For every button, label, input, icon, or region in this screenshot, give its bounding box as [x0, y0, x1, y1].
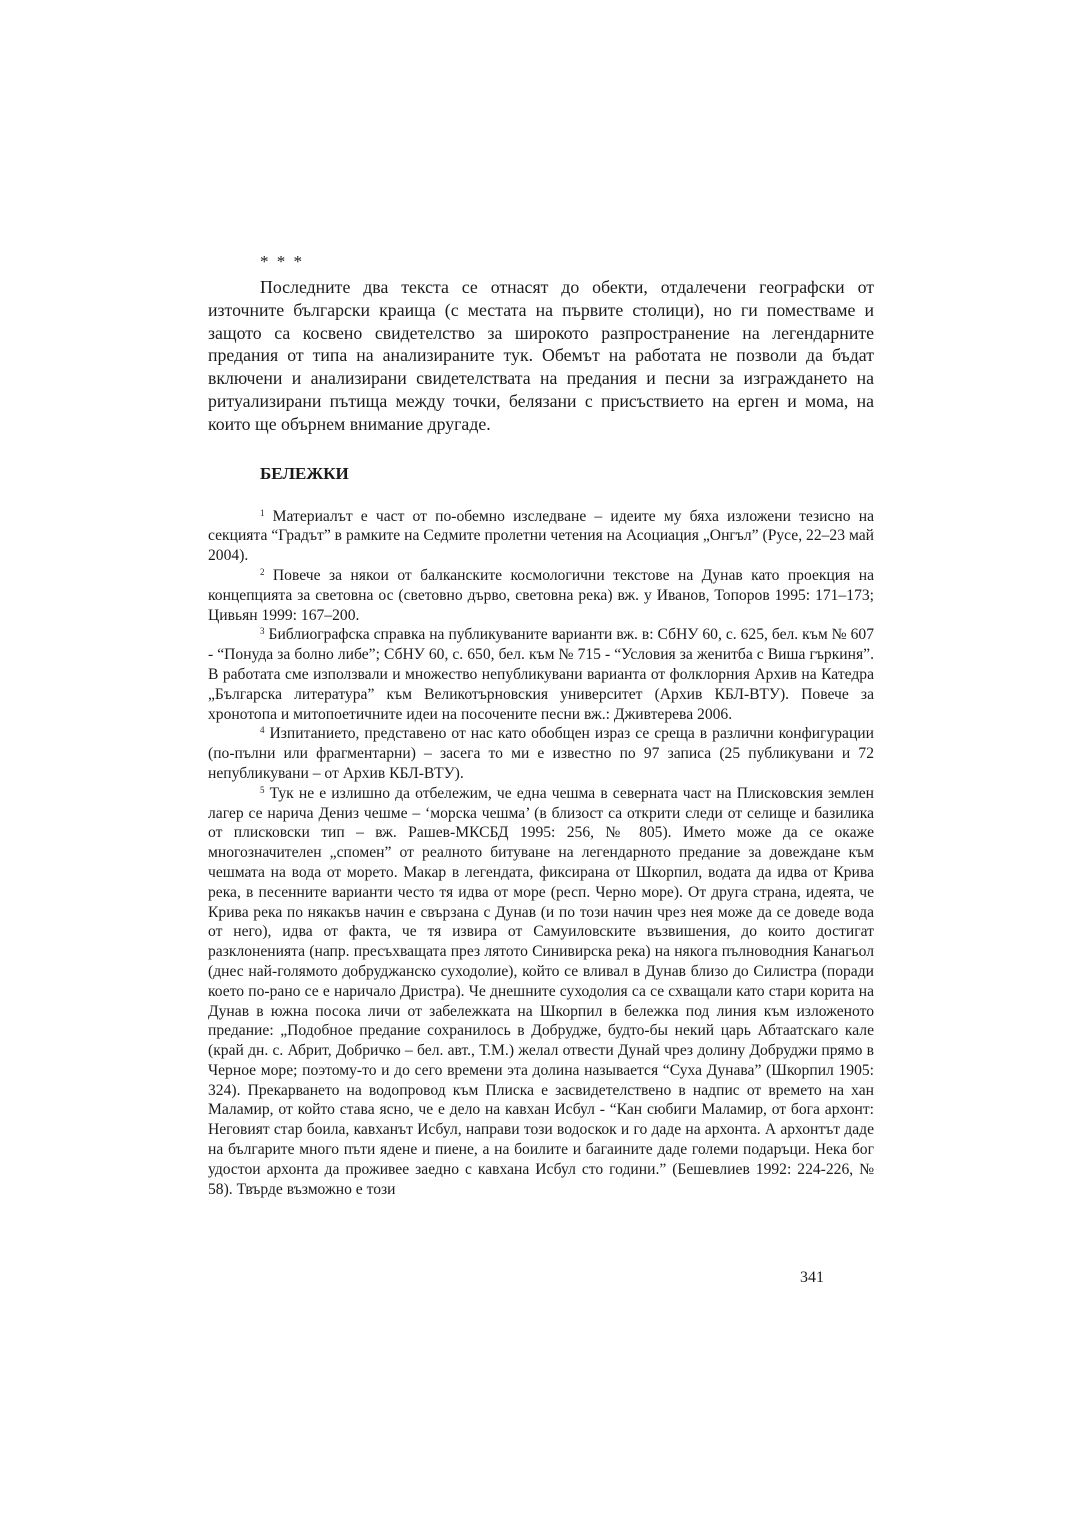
notes-heading: БЕЛЕЖКИ — [260, 463, 349, 483]
footnote — [208, 625, 874, 724]
footnote-number: 4 — [260, 725, 265, 736]
footnote — [208, 724, 874, 783]
footnote-text: Повече за някои от балканските космологични текстове на Дунав като проекция на концепцията за световна ос (световно дърво, световна река) вж. у Иванов, Топоров 1995: 171–173; Цивьян 1999: 167–200. — [208, 566, 874, 624]
footnote-number: 5 — [260, 784, 265, 795]
main-paragraph: Последните два текста се отнасят до обекти, отдалечени географски от източните български краища (с местата на първите столици), но ги поместваме и защото са косвено свидетелство за широкото разпространение на легендарните предания от типа на анализираните тук. Обемът на работата не позволи да бъдат включени и анализирани свидетелствата на предания и песни за изграждането на ритуализирани пътища между точки, белязани с присъствието на ерген и мома, на които ще обърнем внимание другаде. — [208, 277, 874, 434]
footnote-text: Изпитанието, представено от нас като обобщен израз се среща в различни конфигурации (по-пълни или фрагментарни) – засега то ми е известно по 97 записа (25 публикувани и 72 непубликувани – от Архив КБЛ-ВТУ). — [208, 725, 874, 782]
page-content — [208, 252, 874, 1199]
footnote — [208, 507, 874, 566]
section-separator: * * * — [260, 252, 304, 271]
footnote-number: 2 — [260, 566, 265, 577]
footnote-text: Материалът е част от по-обемно изследване – идеите му бяха изложени тезисно на секцията “Градът” в рамките на Седмите пролетни четения на Асоциация „Онгъл” (Русе, 22–23 май 2004). — [208, 507, 874, 565]
footnote-number: 1 — [260, 507, 265, 518]
footnote — [208, 566, 874, 625]
footnote-number: 3 — [260, 626, 265, 637]
footnote — [208, 784, 874, 1200]
footnote-text: Библиографска справка на публикуваните варианти вж. в: СбНУ 60, с. 625, бел. към № 607 - “Понуда за болно либе”; СбНУ 60, с. 650, бел. към № 715 - “Условия за женитба с Виша гъркиня”. В работата сме използвали и множество непубликувани варианта от фолклорния Архив на Катедра „Българска литература” към Великотърновския университет (Архив КБЛ-ВТУ). Повече за хронотопа и митопоетичните идеи на посочените песни вж.: Дживтерева 2006. — [208, 626, 874, 723]
footnote-text: Тук не е излишно да отбележим, че една чешма в северната част на Плисковския землен лагер се нарича Дениз чешме – ‘морска чешма’ (в близост са открити следи от селище и базилика от плисковски тип – вж. Рашев-МКСБД 1995: 256, № 805). Името може да се окаже многозначителен „спомен” от реалното битуване на легендарното предание за довеждане към чешмата на вода от морето. Макар в легендата, фиксирана от Шкорпил, водата да идва от Крива река, в песенните варианти често тя идва от море (респ. Черно море). От друга страна, идеята, че Крива река по някакъв начин е свързана с Дунав (и по този начин чрез нея може да се доведе вода от него), идва от факта, че тя извира от Самуиловските възвишения, до които достигат разклоненията (напр. пресъхващата през лятото Синивирска река) на някога пълноводния Канагьол (днес най-голямото добруджанско суходолие), който се вливал в Дунав близо до Силистра (поради което по-рано се е наричало Дристра). Че днешните суходолия са се схващали като стари корита на Дунав в южна посока личи от забележката на Шкорпил в бележка под линия към изложеното предание: „Подобное предание сохранилось в Добрудже, будто-бы некий царь Абтаатскаго кале (край дн. с. Абрит, Добричко – бел. авт., Т.М.) желал отвести Дунай чрез долину Добруджи прямо в Черное море; поэтому-то и до сего времени эта долина называется “Суха Дунава” (Шкорпил 1905: 324). Прекарването на водопровод към Плиска е засвидетелствено в надпис от времето на хан Маламир, от който става ясно, че е дело на кавхан Исбул - “Кан сюбиги Маламир, от бога архонт: Неговият стар боила, кавханът Исбул, направи този водоскок и го даде на архонта. А архонтът даде на българите много пъти ядене и пиене, а на боилите и багаините даде големи подаръци. Нека бог удостои архонта да проживее заедно с кавхана Исбул сто години.” (Бешевлиев 1992: 224-226, № 58). Твърде възможно е този — [208, 784, 874, 1198]
page-number: 341 — [800, 1269, 824, 1286]
